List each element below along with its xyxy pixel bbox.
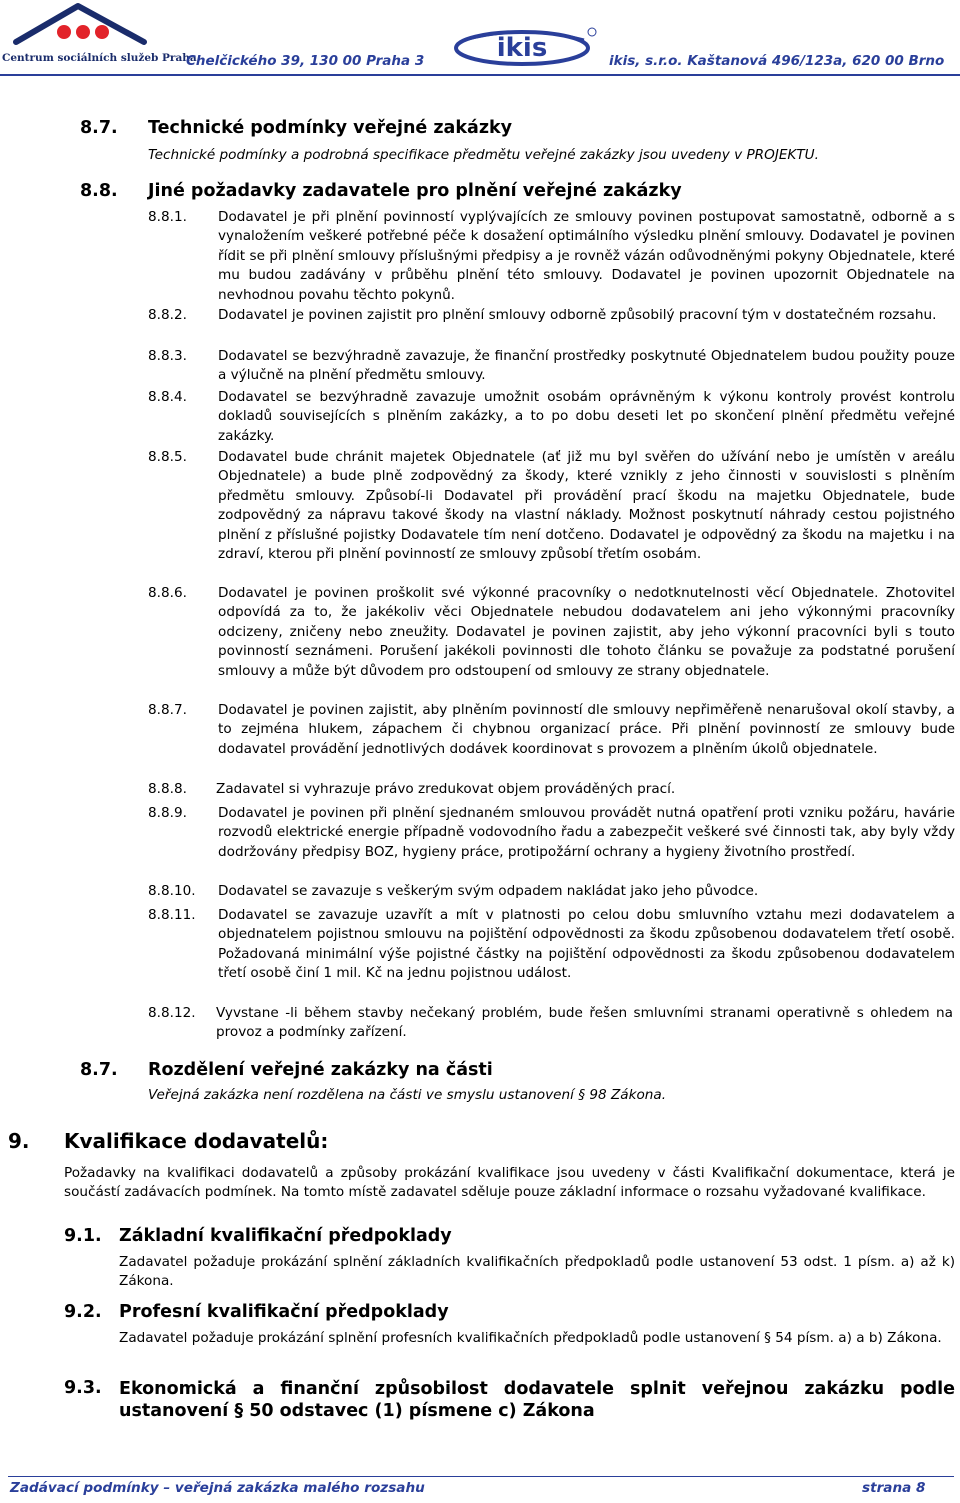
item-8-8-3-text: Dodavatel se bezvýhradně zavazuje, že finanční prostředky poskytnuté Objednatelem budou použity pouze a výlučně na plnění předmětu smlouvy. (218, 348, 955, 384)
section-8-7-title: Technické podmínky veřejné zakázky (148, 118, 513, 138)
section-9-number: 9. (8, 1129, 30, 1153)
header-address-right: ikis, s.r.o. Kaštanová 496/123a, 620 00 Brno (609, 53, 945, 69)
logo-left-label: Centrum sociálních služeb Praha (2, 52, 197, 64)
section-9-2-title: Profesní kvalifikační předpoklady (119, 1302, 449, 1322)
section-8-8-number: 8.8. (80, 181, 118, 201)
item-8-8-2-text: Dodavatel je povinen zajistit pro plnění smlouvy odborně způsobilý pracovní tým v dostatečném rozsahu. (218, 307, 937, 323)
item-8-8-12-text: Vyvstane -li během stavby nečekaný problém, bude řešen smluvními stranami operativně s ohledem na provoz a podmínky zařízení. (216, 1005, 953, 1041)
section-8-7b-title: Rozdělení veřejné zakázky na části (148, 1060, 493, 1080)
item-8-8-7-text: Dodavatel je povinen zajistit, aby plněním povinností dle smlouvy nepřiměřeně nenarušoval okolí stavby, a to zejména hlukem, zápachem či chybnou organizací práce. Při plnění povinností ze smlouvy bude dodavatel provádění jednotlivých dodávek koordinovat s provozem a plněním úkolů objednatele. (218, 702, 955, 757)
section-9-title: Kvalifikace dodavatelů: (64, 1129, 329, 1153)
item-8-8-5-text: Dodavatel bude chránit majetek Objednatele (ať již mu byl svěřen do užívání nebo je umístěn v areálu Objednatele) a bude plně zodpovědný za škody, které vznikly z jeho činnosti v souvislosti s plněním předmětu smlouvy. Způsobí-li Dodavatel při provádění prací škodu na majetku Objednatele, bude zodpovědný za nápravu takové škody na vlastní náklady. Možnost poskytnutí náhrady cestou pojistného plnění z příslušné pojistky Dodavatele tím není dotčeno. Dodavatel je odpovědný za škodu na majetku i na zdraví, kterou při plnění povinností ze smlouvy způsobí třetím osobám. (218, 449, 955, 563)
item-8-8-11-number: 8.8.11. (148, 907, 196, 923)
item-8-8-2-number: 8.8.2. (148, 307, 187, 323)
section-8-7b-number: 8.7. (80, 1060, 118, 1080)
ikis-logo-text: ikis (496, 33, 548, 63)
item-8-8-1-number: 8.8.1. (148, 209, 187, 225)
item-8-8-10-number: 8.8.10. (148, 883, 196, 899)
section-8-7-text: Technické podmínky a podrobná specifikace předmětu veřejné zakázky jsou uvedeny v PROJEKTU. (148, 147, 819, 163)
item-8-8-8-number: 8.8.8. (148, 781, 187, 797)
section-9-1-number: 9.1. (64, 1226, 102, 1246)
footer-page-number: strana 8 (862, 1480, 926, 1496)
item-8-8-3-number: 8.8.3. (148, 348, 187, 364)
footer-divider (8, 1476, 954, 1477)
section-9-1-text: Zadavatel požaduje prokázání splnění základních kvalifikačních předpokladů podle ustanovení 53 odst. 1 písm. a) až k) Zákona. (119, 1254, 955, 1290)
item-8-8-10-text: Dodavatel se zavazuje s veškerým svým odpadem nakládat jako jeho původce. (218, 883, 759, 899)
item-8-8-1-text: Dodavatel je při plnění povinností vyplývajících ze smlouvy povinen postupovat samostatně, odborně a s vynaložením veškeré potřebné péče k dosažení optimálního výsledku plnění smlouvy. Dodavatel je povinen řídit se při plnění smlouvy příslušnými předpisy a je rovněž vázán odůvodněnými pokyny Objednatele, které mu budou zadávány v průběhu plnění této smlouvy. Dodavatel je povinen upozornit Objednatele na nevhodnou povahu těchto pokynů. (218, 209, 955, 303)
item-8-8-12-number: 8.8.12. (148, 1005, 196, 1021)
item-8-8-4-number: 8.8.4. (148, 389, 187, 405)
item-8-8-4-text: Dodavatel se bezvýhradně zavazuje umožnit osobám oprávněným k výkonu kontroly provést kontrolu dokladů souvisejících s plněním zakázky, a to po dobu deseti let po skončení plnění předmětu veřejné zakázky. (218, 389, 955, 444)
section-8-8-title: Jiné požadavky zadavatele pro plnění veřejné zakázky (148, 181, 682, 201)
item-8-8-7-number: 8.8.7. (148, 702, 187, 718)
item-8-8-5-number: 8.8.5. (148, 449, 187, 465)
item-8-8-11-text: Dodavatel se zavazuje uzavřít a mít v platnosti po celou dobu smluvního vztahu mezi dodavatelem a objednatelem pojistnou smlouvu na pojištění odpovědnosti za škodu způsobenou dodavatelem třetí osobě. Požadovaná minimální výše pojistné částky na pojištění odpovědnosti za škodu způsobenou dodavatelem třetí osobě činí 1 mil. Kč na jednu pojistnou událost. (218, 907, 955, 982)
item-8-8-9-text: Dodavatel je povinen při plnění sjednaném smlouvou provádět nutná opatření proti vzniku požáru, havárie rozvodů elektrické energie případně vodovodního řadu a zabezpečit veškeré své činnosti tak, aby byly vždy dodržovány předpisy BOZ, hygieny práce, protipožární ochrany a hygieny životního prostředí. (218, 805, 955, 860)
item-8-8-8-text: Zadavatel si vyhrazuje právo zredukovat objem prováděných prací. (216, 781, 676, 797)
item-8-8-6-number: 8.8.6. (148, 585, 187, 601)
section-8-7-number: 8.7. (80, 118, 118, 138)
header-address-left: Chelčického 39, 130 00 Praha 3 (186, 53, 425, 69)
section-9-3-number: 9.3. (64, 1378, 102, 1398)
footer-document-title: Zadávací podmínky – veřejná zakázka malého rozsahu (10, 1480, 425, 1496)
item-8-8-6-text: Dodavatel je povinen proškolit své výkonné pracovníky o nedotknutelnosti věcí Objednatele. Zhotovitel odpovídá za to, že jakékoliv věci Objednatele nebudou dodavatelem ani jeho výkonnými pracovníky odcizeny, zničeny nebo zneužity. Dodavatel je povinen zajistit, aby jeho výkonní pracovníci byli s touto povinností seznámeni. Porušení jakékoli povinnosti dle tohoto článku se považuje za podstatné porušení smlouvy a může být důvodem pro odstoupení od smlouvy ze strany objednatele. (218, 585, 955, 679)
section-9-2-text: Zadavatel požaduje prokázání splnění profesních kvalifikačních předpokladů podle ustanovení § 54 písm. a) a b) Zákona. (119, 1330, 942, 1346)
item-8-8-9-number: 8.8.9. (148, 805, 187, 821)
section-9-text: Požadavky na kvalifikaci dodavatelů a způsoby prokázání kvalifikace jsou uvedeny v části Kvalifikační dokumentace, která je součástí zadávacích podmínek. Na tomto místě zadavatel sděluje pouze základní informace o rozsahu vyžadované kvalifikace. (64, 1165, 955, 1201)
section-8-7b-text: Veřejná zakázka není rozdělena na části ve smyslu ustanovení § 98 Zákona. (148, 1087, 667, 1103)
section-9-2-number: 9.2. (64, 1302, 102, 1322)
section-9-1-title: Základní kvalifikační předpoklady (119, 1226, 452, 1246)
section-9-3-title: Ekonomická a finanční způsobilost dodavatele splnit veřejnou zakázku podle ustanovení § 50 odstavec (1) písmene c) Zákona (119, 1379, 955, 1421)
